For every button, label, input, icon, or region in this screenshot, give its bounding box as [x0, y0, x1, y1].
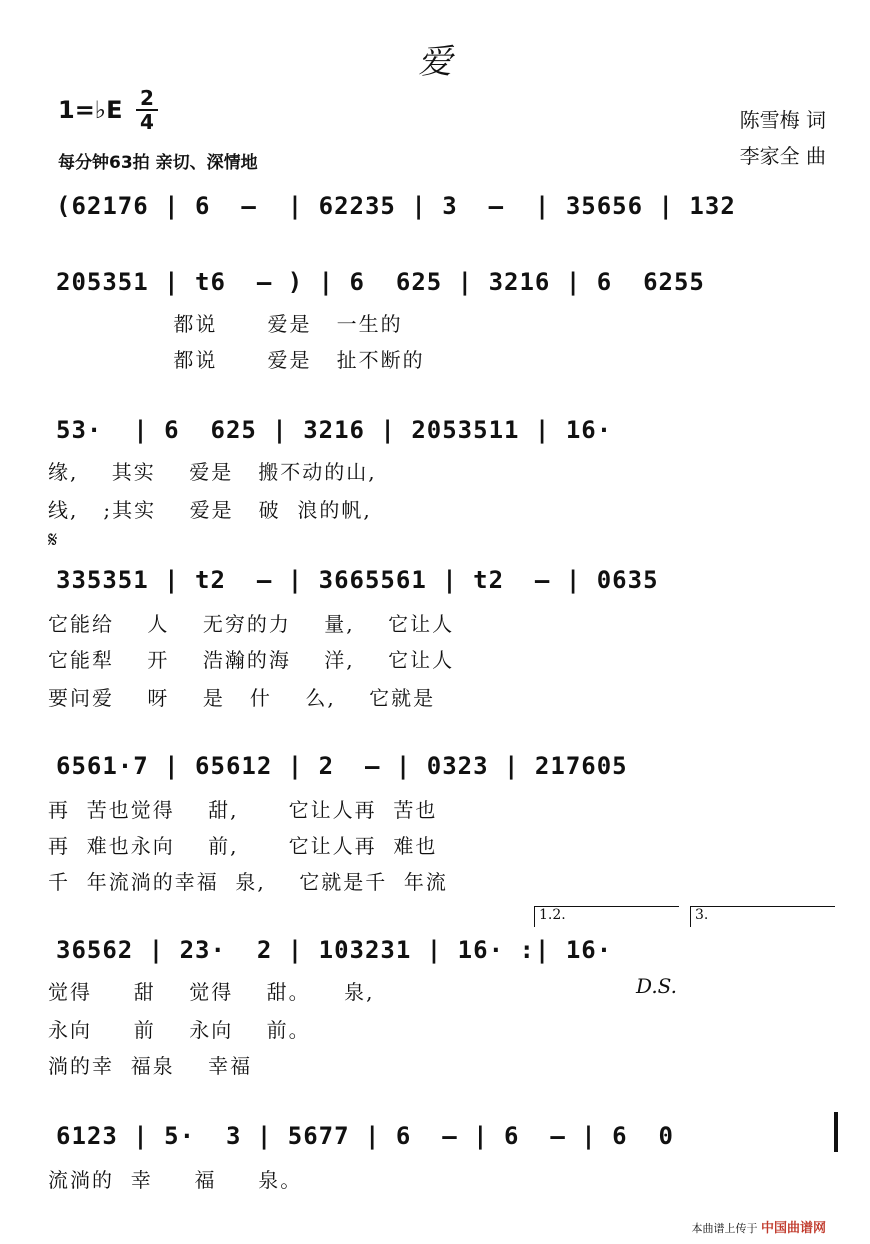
footer-credit: [691, 1217, 826, 1236]
volta-bracket-1: 1.2.: [534, 906, 679, 927]
tempo-marking: 每分钟63拍 亲切、深情地: [58, 153, 258, 173]
lyric-line: 线, ;其实 爱是 破 浪的帆,: [48, 498, 372, 522]
volta-bracket-2: 3.: [690, 906, 835, 927]
score-system-2: [40, 268, 840, 308]
lyric-line: 都说 爱是 一生的: [48, 312, 403, 336]
site-logo[interactable]: 中国曲谱网: [760, 1221, 826, 1236]
song-title: 爱: [418, 42, 452, 82]
upload-text: 本曲谱上传于: [691, 1222, 758, 1235]
notation-line: 6561·7 | 65612 | 2 – | 0323 | 217605: [56, 752, 628, 780]
notation-line: 53· | 6 625 | 3216 | 2053511 | 16·: [56, 416, 613, 444]
segno-sign: 𝄋: [48, 528, 58, 553]
lyricist-credit: 陈雪梅 词: [739, 108, 826, 132]
score-system-3: [40, 416, 840, 456]
final-barline: [834, 1112, 838, 1152]
lyric-line: 它能给 人 无穷的力 量, 它让人: [48, 612, 455, 636]
score-system-6: [40, 936, 840, 976]
score-system-1: [40, 192, 840, 232]
dal-segno-marking: D.S.: [636, 974, 678, 998]
lyric-line: 千 年流淌的幸福 泉, 它就是千 年流: [48, 870, 448, 894]
score-system-5: [40, 752, 840, 792]
score-system-4: [40, 566, 840, 606]
lyric-line: 都说 爱是 扯不断的: [48, 348, 425, 372]
lyric-line: 要问爱 呀 是 什 么, 它就是: [48, 686, 436, 710]
meter-top: 2: [140, 86, 154, 110]
lyric-line: 流淌的 幸 福 泉。: [48, 1168, 303, 1192]
notation-line: (62176 | 6 – | 62235 | 3 – | 35656 | 132: [56, 192, 736, 220]
meter-bottom: 4: [140, 110, 154, 134]
lyric-line: 再 苦也觉得 甜, 它让人再 苦也: [48, 798, 438, 822]
score-system-7: [40, 1122, 840, 1162]
lyric-line: 缘, 其实 爱是 搬不动的山,: [48, 460, 377, 484]
notation-line: 36562 | 23· 2 | 103231 | 16· :| 16·: [56, 936, 613, 964]
key-signature: 1=♭E: [58, 96, 123, 124]
notation-line: 335351 | t2 – | 3665561 | t2 – | 0635: [56, 566, 659, 594]
lyric-line: 觉得 甜 觉得 甜。 泉,: [48, 980, 375, 1004]
lyric-line: 永向 前 永向 前。: [48, 1018, 311, 1042]
lyric-line: 它能犁 开 浩瀚的海 洋, 它让人: [48, 648, 455, 672]
composer-credit: 李家全 曲: [739, 144, 826, 168]
time-signature: [136, 88, 158, 132]
lyric-line: 再 难也永向 前, 它让人再 难也: [48, 834, 438, 858]
notation-line: 6123 | 5· 3 | 5677 | 6 – | 6 – | 6 0: [56, 1122, 674, 1150]
notation-line: 205351 | t6 – ) | 6 625 | 3216 | 6 6255: [56, 268, 705, 296]
lyric-line: 淌的幸 福泉 幸福: [48, 1054, 253, 1078]
